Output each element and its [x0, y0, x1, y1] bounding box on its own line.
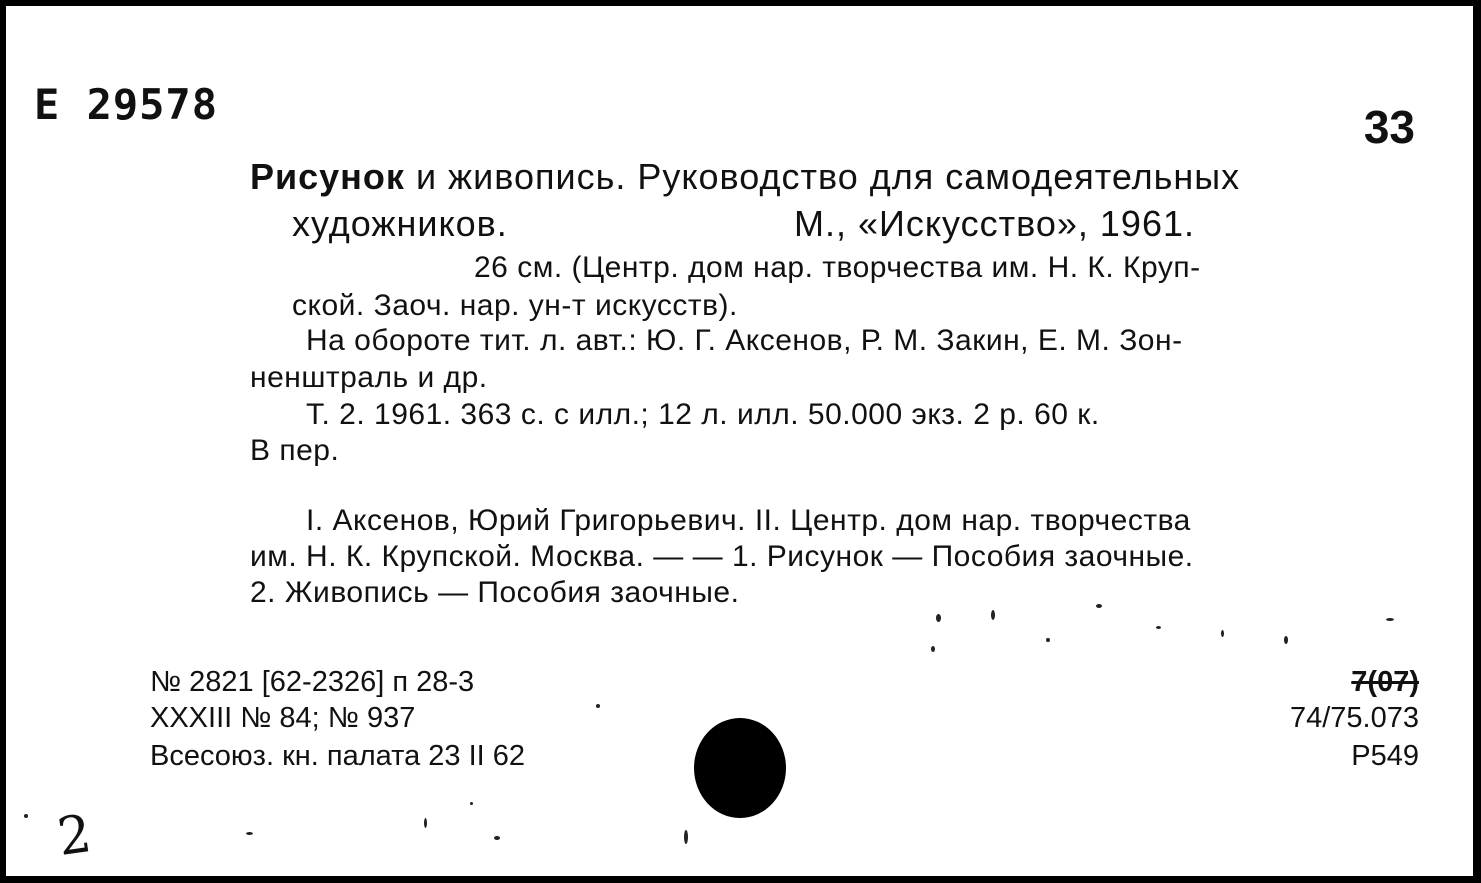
- ink-speck: [1156, 626, 1161, 629]
- body-line: ской. Заоч. нар. ун-т искусств).: [292, 289, 738, 322]
- title-line-1: [250, 156, 1240, 198]
- footer-left-line: Всесоюз. кн. палата 23 II 62: [150, 740, 526, 772]
- title-line-2b: М., «Искусство», 1961.: [794, 203, 1195, 244]
- card-number: E 29578: [34, 80, 219, 129]
- subject-line: им. Н. К. Крупской. Москва. — — 1. Рисунок — Пособия заочные.: [250, 540, 1194, 573]
- ink-speck: [424, 818, 427, 828]
- handwritten-mark: 2: [53, 803, 96, 869]
- body-line: Т. 2. 1961. 363 с. с илл.; 12 л. илл. 50.000 экз. 2 р. 60 к.: [306, 398, 1100, 431]
- ink-speck: [494, 836, 500, 840]
- subject-line: I. Аксенов, Юрий Григорьевич. II. Центр. дом нар. творчества: [306, 504, 1191, 537]
- ink-speck: [1046, 638, 1050, 642]
- ink-speck: [1221, 630, 1224, 637]
- ink-speck: [936, 614, 941, 622]
- footer-left-line: № 2821 [62-2326] п 28-3: [150, 666, 475, 698]
- ink-speck: [246, 832, 253, 835]
- classification-code: 74/75.073: [1289, 702, 1419, 734]
- ink-speck: [470, 802, 473, 805]
- punch-hole: [694, 718, 786, 818]
- body-line: В пер.: [250, 434, 340, 467]
- ink-speck: [1386, 618, 1394, 621]
- classification-crossed: 7(07): [1351, 666, 1419, 698]
- title-line-2a: художников.: [292, 203, 508, 244]
- body-line: На обороте тит. л. авт.: Ю. Г. Аксенов, Р. М. Закин, Е. М. Зон-: [306, 324, 1183, 357]
- ink-speck: [596, 704, 600, 708]
- subject-line: 2. Живопись — Пособия заочные.: [250, 576, 740, 609]
- title-bold: Рисунок: [250, 156, 405, 197]
- ink-speck: [24, 814, 28, 818]
- author-mark: Р549: [1351, 740, 1419, 772]
- footer-left-line: XXXIII № 84; № 937: [150, 702, 416, 734]
- ink-speck: [991, 610, 995, 620]
- body-line: 26 см. (Центр. дом нар. творчества им. Н. К. Круп-: [474, 251, 1201, 284]
- page-number: 33: [1363, 101, 1415, 153]
- title-rest: и живопись. Руководство для самодеятельных: [404, 156, 1241, 197]
- ink-speck: [931, 646, 935, 652]
- ink-speck: [684, 830, 688, 844]
- ink-speck: [1284, 636, 1288, 644]
- ink-speck: [1096, 604, 1102, 608]
- body-line: ненштраль и др.: [250, 361, 488, 394]
